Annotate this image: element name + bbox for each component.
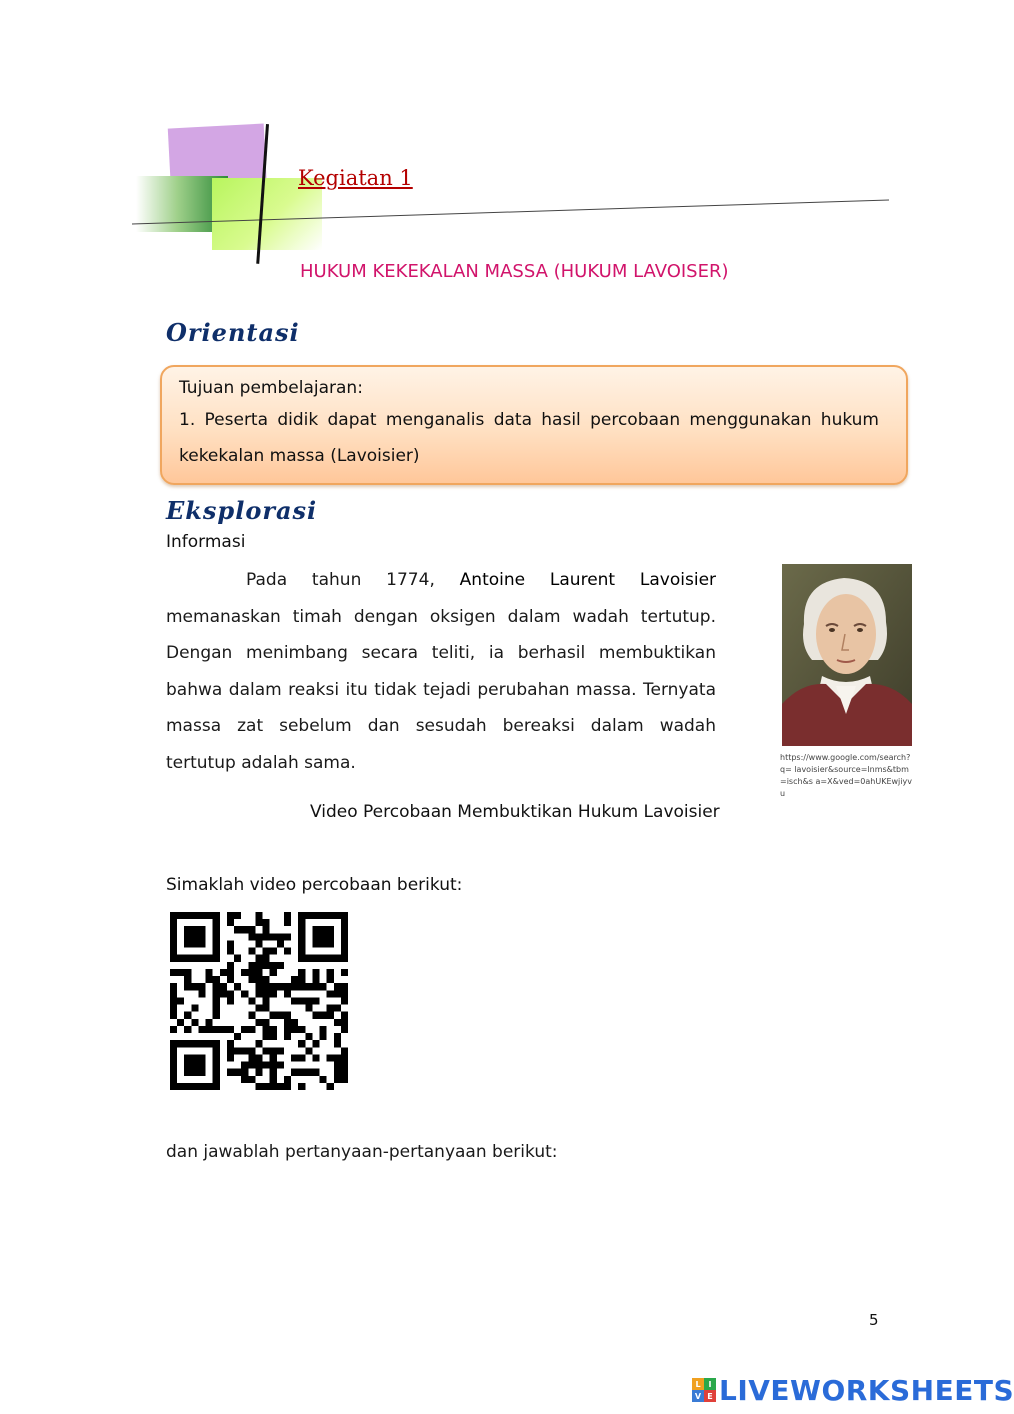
liveworksheets-logo xyxy=(692,1372,1014,1408)
eksplorasi-heading: Eksplorasi xyxy=(166,496,318,525)
questions-intro: dan jawablah pertanyaan-pertanyaan berikut: xyxy=(166,1142,558,1162)
header-divider-line xyxy=(0,0,1000,260)
video-title: Video Percobaan Membuktikan Hukum Lavoisier xyxy=(310,802,720,822)
kegiatan-label: Kegiatan 1 xyxy=(298,166,413,190)
para-name: Antoine Laurent Lavoisier xyxy=(459,570,717,590)
tujuan-label: Tujuan pembelajaran: xyxy=(179,378,363,398)
para-comma: , xyxy=(429,570,435,590)
brand-text: LIVEWORKSHEETS xyxy=(719,1373,1014,1407)
tujuan-item: 1. Peserta didik dapat menganalis data hasil percobaan menggunakan hukum kekekalan massa (Lavoisier) xyxy=(179,410,879,466)
informasi-paragraph xyxy=(166,562,716,781)
page-title: HUKUM KEKEKALAN MASSA (HUKUM LAVOISER) xyxy=(300,261,729,282)
image-source-caption: https://www.google.com/search?q= lavoisier&source=lnms&tbm=isch&s a=X&ved=0ahUKEwjiyvu xyxy=(780,753,912,798)
informasi-label: Informasi xyxy=(166,532,246,552)
page-number: 5 xyxy=(869,1311,879,1329)
orientasi-heading: Orientasi xyxy=(166,318,300,347)
para-rest: memanaskan timah dengan oksigen dalam wadah tertutup. Dengan menimbang secara teliti, ia berhasil membuktikan bahwa dalam reaksi itu tidak tejadi perubahan massa. Ternyata massa zat sebelum dan sesudah bereaksi dalam wadah tertutup adalah sama. xyxy=(166,606,716,773)
video-instruction: Simaklah video percobaan berikut: xyxy=(166,875,463,895)
qr-code[interactable] xyxy=(170,912,348,1090)
para-lead: Pada tahun 1774 xyxy=(246,570,430,590)
lavoisier-portrait-image xyxy=(782,564,912,746)
live-badge-icon: L I V E xyxy=(692,1378,716,1402)
